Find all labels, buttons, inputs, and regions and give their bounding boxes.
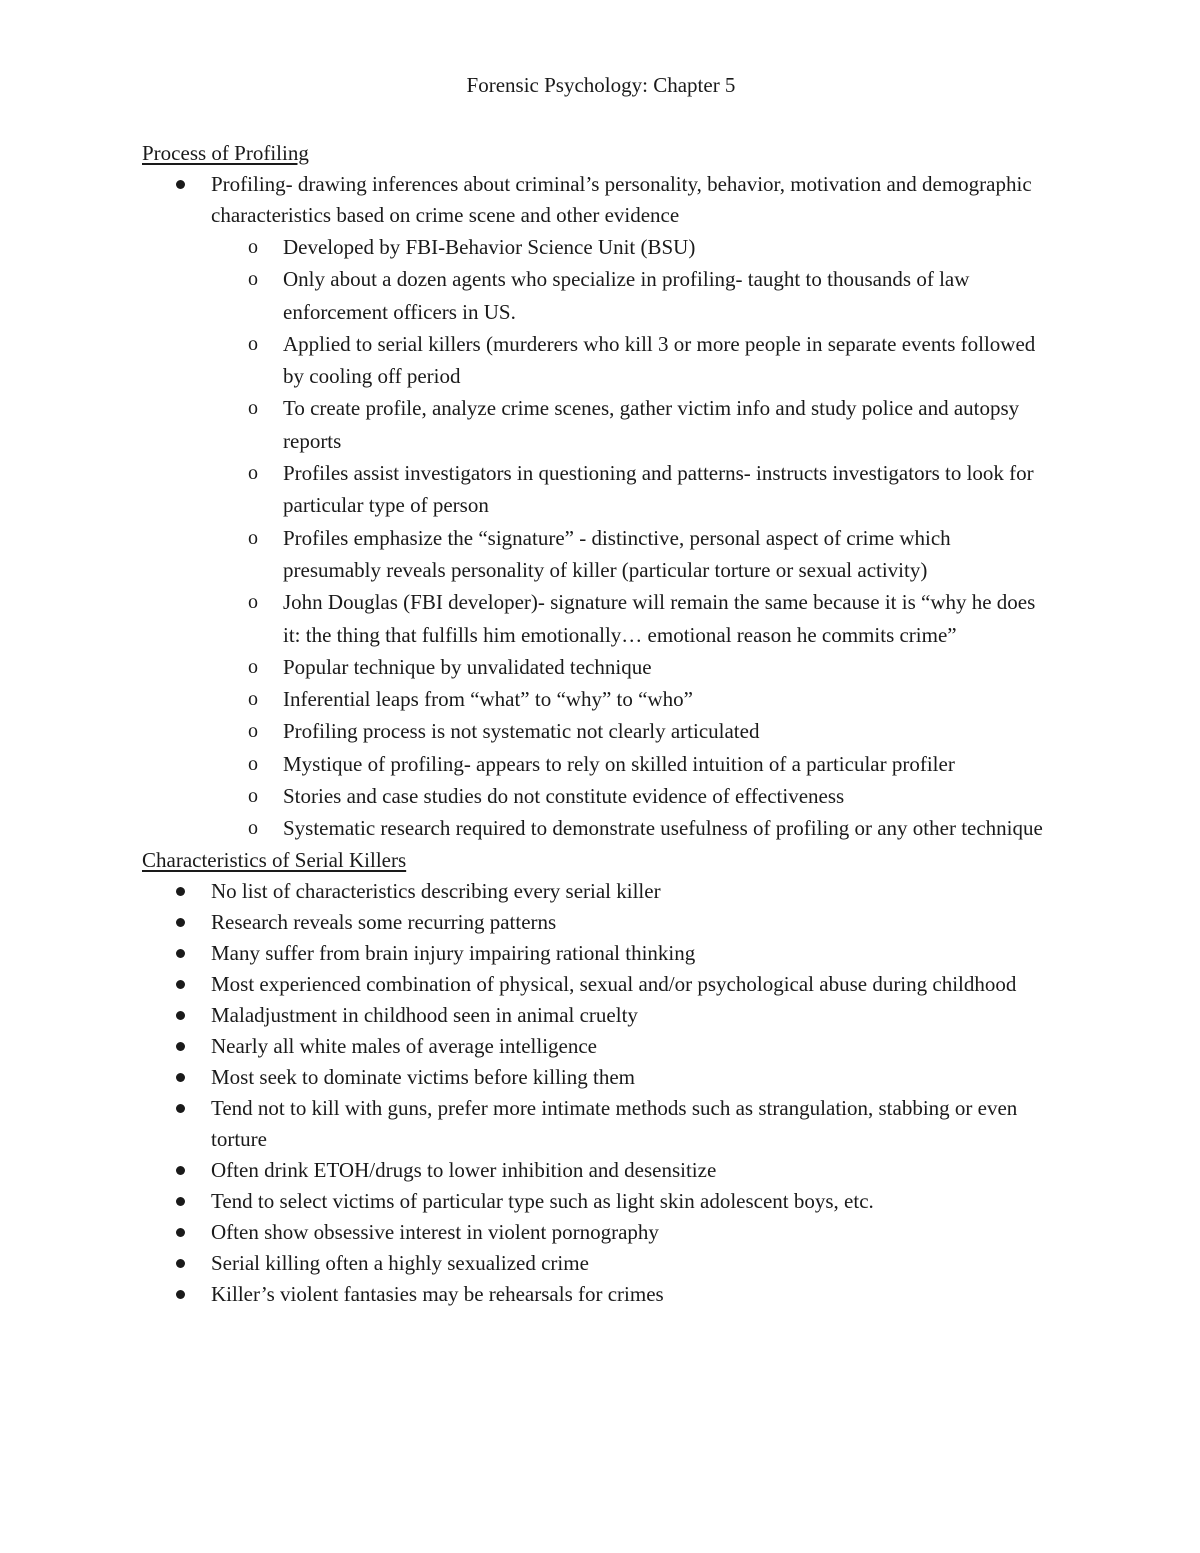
bullet-text: Profiling- drawing inferences about criminal’s personality, behavior, motivation and demographic characteristics based on crime scene and other evidence <box>211 172 1032 227</box>
bullet-item <box>142 1155 1060 1186</box>
sub-bullet-list <box>211 231 1060 845</box>
bullet-dot-icon <box>176 1166 185 1175</box>
bullet-dot-icon <box>176 918 185 927</box>
circle-marker-icon: o <box>248 655 258 678</box>
bullet-text: No list of characteristics describing every serial killer <box>211 878 661 903</box>
sub-bullet-item <box>142 780 1050 812</box>
sub-bullet-text: Profiling process is not systematic not clearly articulated <box>283 719 760 744</box>
bullet-dot-icon <box>176 887 185 896</box>
bullet-text: Many suffer from brain injury impairing rational thinking <box>211 940 696 965</box>
bullet-text: Nearly all white males of average intelligence <box>211 1033 597 1058</box>
sub-bullet-text: Only about a dozen agents who specialize in profiling- taught to thousands of law enforcement officers in US. <box>283 267 970 324</box>
circle-marker-icon: o <box>248 720 258 743</box>
bullet-item <box>142 969 1060 1000</box>
sub-bullet-text: John Douglas (FBI developer)- signature will remain the same because it is “why he does it: the thing that fulfills him emotionally… emotional reason he commits crime” <box>283 590 1036 647</box>
bullet-dot-icon <box>176 1073 185 1082</box>
bullet-item <box>142 1186 1060 1217</box>
circle-marker-icon: o <box>248 688 258 711</box>
sub-bullet-item <box>142 231 1050 263</box>
sub-bullet-text: To create profile, analyze crime scenes, gather victim info and study police and autopsy reports <box>283 396 1020 453</box>
circle-marker-icon: o <box>248 752 258 775</box>
sub-bullet-text: Profiles assist investigators in questioning and patterns- instructs investigators to look for particular type of person <box>283 461 1034 518</box>
bullet-list <box>142 169 1060 845</box>
sub-bullet-item <box>142 522 1050 587</box>
bullet-text: Killer’s violent fantasies may be rehearsals for crimes <box>211 1281 664 1306</box>
bullet-item <box>142 169 1060 845</box>
circle-marker-icon: o <box>248 817 258 840</box>
section-process-of-profiling <box>142 138 1060 845</box>
sub-bullet-text: Developed by FBI-Behavior Science Unit (BSU) <box>283 235 696 259</box>
section-heading: Process of Profiling <box>142 141 309 165</box>
sub-bullet-item <box>142 457 1050 522</box>
sub-bullet-text: Inferential leaps from “what” to “why” to “who” <box>283 687 693 712</box>
bullet-item <box>142 1217 1060 1248</box>
sub-bullet-item <box>142 328 1050 393</box>
sub-bullet-item <box>142 812 1050 844</box>
bullet-text: Often show obsessive interest in violent pornography <box>211 1219 659 1244</box>
circle-marker-icon: o <box>248 462 258 485</box>
sub-bullet-item <box>142 683 1050 715</box>
bullet-dot-icon <box>176 1042 185 1051</box>
bullet-text: Maladjustment in childhood seen in animal cruelty <box>211 1002 638 1027</box>
circle-marker-icon: o <box>248 236 258 258</box>
sub-bullet-text: Applied to serial killers (murderers who kill 3 or more people in separate events followed by cooling off period <box>283 331 1036 389</box>
circle-marker-icon: o <box>248 397 258 420</box>
bullet-item <box>142 938 1060 969</box>
bullet-text: Tend not to kill with guns, prefer more intimate methods such as strangulation, stabbing or even torture <box>211 1095 1018 1151</box>
sub-bullet-item <box>142 263 1050 328</box>
section-heading: Characteristics of Serial Killers <box>142 847 407 872</box>
circle-marker-icon: o <box>248 526 258 549</box>
bullet-item <box>142 1000 1060 1031</box>
bullet-dot-icon <box>176 1104 185 1113</box>
bullet-text: Often drink ETOH/drugs to lower inhibition and desensitize <box>211 1157 717 1182</box>
bullet-list <box>142 876 1060 1310</box>
sub-bullet-item <box>142 392 1050 457</box>
sub-bullet-text: Popular technique by unvalidated technique <box>283 654 652 679</box>
bullet-text: Most experienced combination of physical, sexual and/or psychological abuse during childhood <box>211 971 1017 996</box>
bullet-item <box>142 907 1060 938</box>
bullet-item <box>142 1248 1060 1279</box>
sub-bullet-item <box>142 748 1050 780</box>
bullet-dot-icon <box>176 1197 185 1206</box>
circle-marker-icon: o <box>248 332 258 355</box>
bullet-item <box>142 1093 1060 1155</box>
bullet-dot-icon <box>176 1228 185 1237</box>
bullet-item <box>142 876 1060 907</box>
bullet-item <box>142 1031 1060 1062</box>
bullet-text: Research reveals some recurring patterns <box>211 909 557 934</box>
bullet-dot-icon <box>176 1290 185 1299</box>
sub-bullet-text: Profiles emphasize the “signature” - distinctive, personal aspect of crime which presumably reveals personality of killer (particular torture or sexual activity) <box>283 525 951 582</box>
bullet-dot-icon <box>176 980 185 989</box>
bullet-text: Most seek to dominate victims before killing them <box>211 1064 636 1089</box>
bullet-text: Tend to select victims of particular type such as light skin adolescent boys, etc. <box>211 1188 874 1213</box>
document-title: Forensic Psychology: Chapter 5 <box>466 73 736 97</box>
sub-bullet-item <box>142 715 1050 747</box>
sub-bullet-item <box>142 651 1050 683</box>
bullet-item <box>142 1062 1060 1093</box>
bullet-dot-icon <box>176 1011 185 1020</box>
section-characteristics-of-serial-killers <box>142 845 1060 1310</box>
bullet-dot-icon <box>176 949 185 958</box>
sub-bullet-text: Stories and case studies do not constitute evidence of effectiveness <box>283 784 845 809</box>
bullet-dot-icon <box>176 180 185 189</box>
circle-marker-icon: o <box>248 268 258 291</box>
bullet-text: Serial killing often a highly sexualized crime <box>211 1250 589 1275</box>
sub-bullet-text: Systematic research required to demonstrate usefulness of profiling or any other technique <box>283 816 1043 841</box>
sub-bullet-item <box>142 586 1050 651</box>
bullet-dot-icon <box>176 1259 185 1268</box>
circle-marker-icon: o <box>248 591 258 614</box>
circle-marker-icon: o <box>248 785 258 808</box>
bullet-item <box>142 1279 1060 1310</box>
sub-bullet-text: Mystique of profiling- appears to rely on skilled intuition of a particular profiler <box>283 751 955 776</box>
